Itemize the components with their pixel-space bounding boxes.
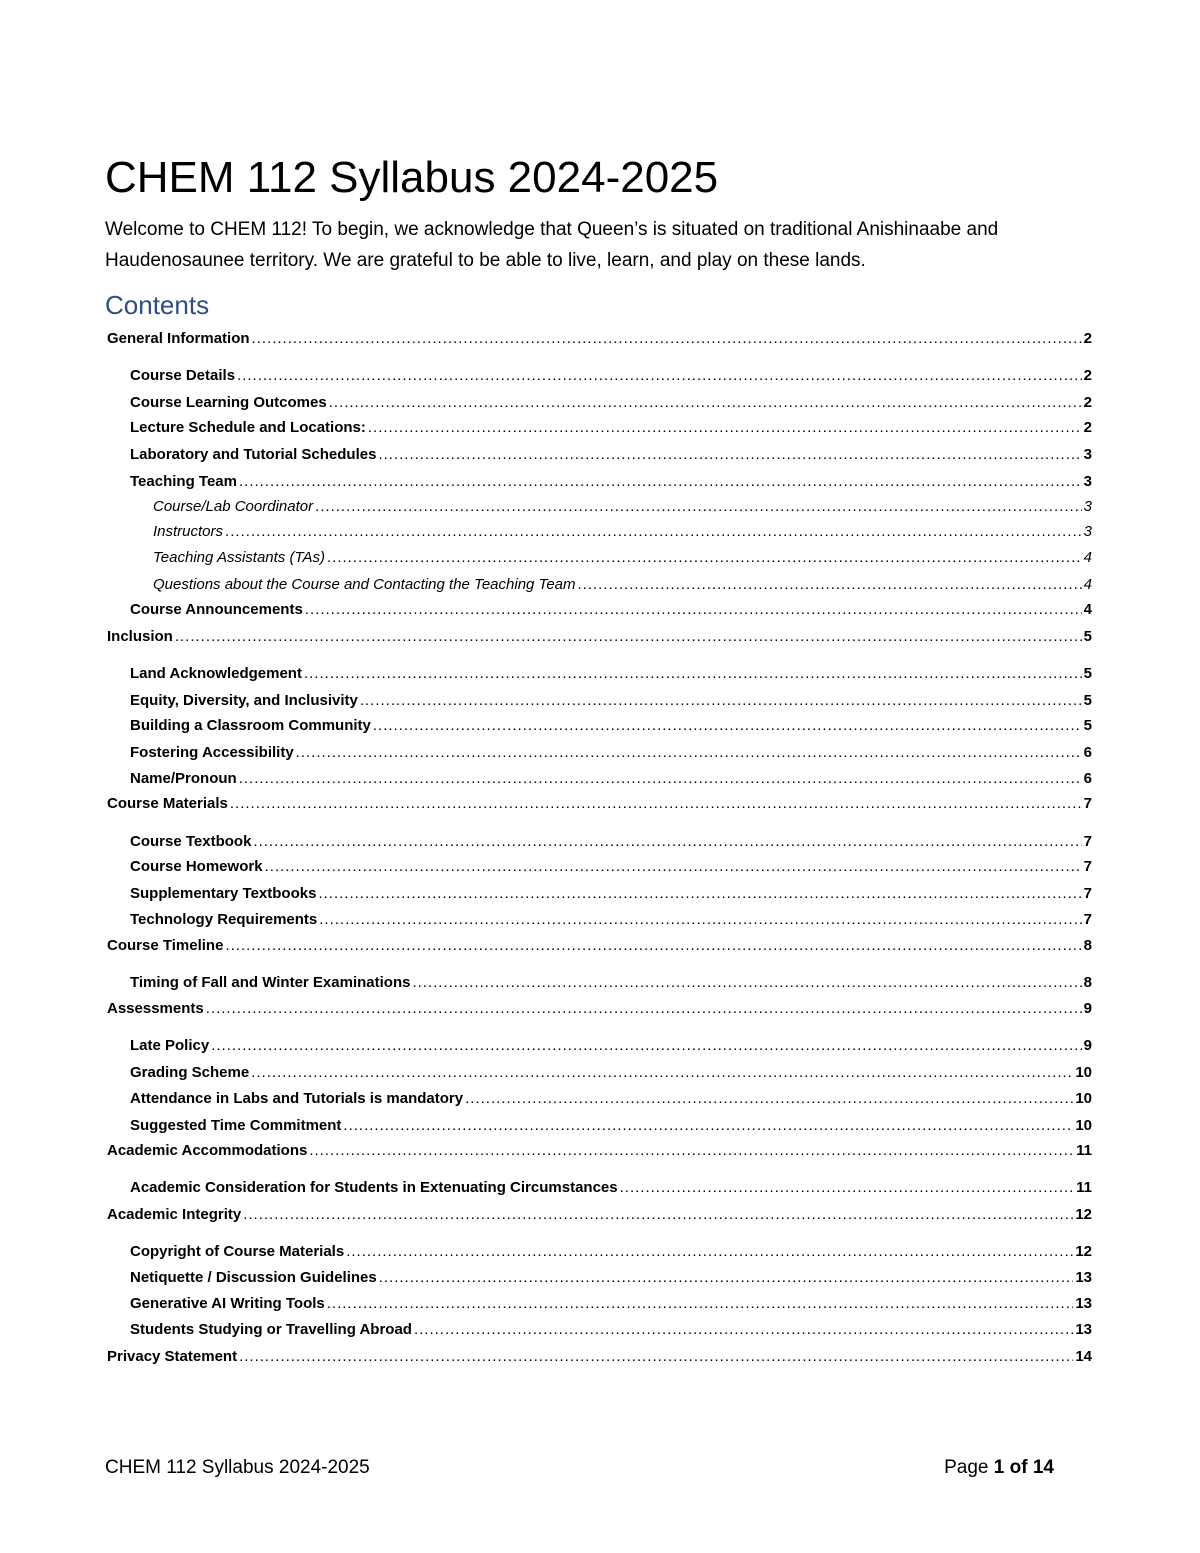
toc-entry-page: 9 bbox=[1083, 1037, 1092, 1054]
toc-entry-page: 14 bbox=[1075, 1348, 1092, 1365]
toc-entry[interactable] bbox=[130, 418, 1092, 438]
toc-leader-dots bbox=[230, 794, 1082, 814]
footer-page-word: Page bbox=[944, 1457, 989, 1478]
toc-leader-dots bbox=[225, 936, 1081, 956]
toc-entry[interactable] bbox=[130, 743, 1092, 763]
toc-entry-page: 3 bbox=[1083, 473, 1092, 490]
toc-entry[interactable] bbox=[130, 1036, 1092, 1056]
toc-entry[interactable] bbox=[107, 1141, 1092, 1161]
toc-entry-label: Timing of Fall and Winter Examinations bbox=[130, 974, 411, 991]
toc-leader-dots bbox=[578, 575, 1082, 595]
toc-entry[interactable] bbox=[107, 1205, 1092, 1225]
toc-entry[interactable] bbox=[130, 664, 1092, 684]
toc-entry-label: Grading Scheme bbox=[130, 1064, 250, 1081]
toc-leader-dots bbox=[315, 497, 1082, 517]
toc-entry[interactable] bbox=[153, 497, 1092, 517]
intro-paragraph: Welcome to CHEM 112! To begin, we acknowledge that Queen’s is situated on traditional Anishinaabe and Haudenosaunee territory. We are grateful to be able to live, learn, and play on these lands. bbox=[105, 219, 999, 271]
footer-title: CHEM 112 Syllabus 2024-2025 bbox=[105, 1457, 370, 1478]
contents-heading: Contents bbox=[105, 290, 210, 320]
toc-leader-dots bbox=[319, 910, 1081, 930]
toc-entry[interactable] bbox=[130, 366, 1092, 386]
toc-entry-page: 11 bbox=[1076, 1142, 1092, 1159]
toc-entry[interactable] bbox=[130, 884, 1092, 904]
toc-entry-label: Equity, Diversity, and Inclusivity bbox=[130, 692, 358, 709]
toc-leader-dots bbox=[465, 1089, 1073, 1109]
toc-entry-label: Building a Classroom Community bbox=[130, 717, 371, 734]
toc-entry[interactable] bbox=[107, 999, 1092, 1019]
toc-entry-label: Course Details bbox=[130, 367, 236, 384]
toc-entry-label: Academic Integrity bbox=[107, 1206, 242, 1223]
toc-leader-dots bbox=[346, 1242, 1073, 1262]
toc-leader-dots bbox=[373, 716, 1082, 736]
toc-entry-label: Generative AI Writing Tools bbox=[130, 1295, 325, 1312]
toc-leader-dots bbox=[378, 445, 1081, 465]
toc-leader-dots bbox=[265, 857, 1082, 877]
toc-entry[interactable] bbox=[130, 600, 1092, 620]
toc-entry-label: Land Acknowledgement bbox=[130, 665, 302, 682]
toc-entry[interactable] bbox=[130, 1178, 1092, 1198]
toc-entry[interactable] bbox=[130, 1116, 1092, 1136]
toc-leader-dots bbox=[329, 393, 1082, 413]
toc-entry-label: Course Learning Outcomes bbox=[130, 394, 327, 411]
toc-entry[interactable] bbox=[130, 1063, 1092, 1083]
toc-entry-page: 2 bbox=[1083, 419, 1092, 436]
toc-entry-page: 9 bbox=[1083, 1000, 1092, 1017]
toc-entry-label: Laboratory and Tutorial Schedules bbox=[130, 446, 377, 463]
toc-entry[interactable] bbox=[130, 769, 1092, 789]
toc-entry-page: 7 bbox=[1083, 911, 1092, 928]
toc-entry[interactable] bbox=[130, 393, 1092, 413]
toc-entry[interactable] bbox=[153, 522, 1092, 542]
toc-entry-label: Course Homework bbox=[130, 858, 263, 875]
toc-entry[interactable] bbox=[130, 472, 1092, 492]
toc-entry-label: Course Announcements bbox=[130, 601, 303, 618]
toc-leader-dots bbox=[237, 366, 1082, 386]
toc-entry-page: 12 bbox=[1075, 1243, 1092, 1260]
toc-entry-page: 11 bbox=[1076, 1179, 1092, 1196]
toc-entry-label: Attendance in Labs and Tutorials is mandatory bbox=[130, 1090, 464, 1107]
toc-entry-page: 10 bbox=[1075, 1117, 1092, 1134]
toc-entry[interactable] bbox=[130, 832, 1092, 852]
footer-page-of: of bbox=[1009, 1457, 1028, 1478]
toc-entry[interactable] bbox=[130, 1242, 1092, 1262]
footer-page-number bbox=[944, 1456, 1054, 1480]
toc-entry-label: Academic Consideration for Students in Extenuating Circumstances bbox=[130, 1179, 618, 1196]
toc-entry-label: Late Policy bbox=[130, 1037, 210, 1054]
toc-entry-label: Teaching Team bbox=[130, 473, 237, 490]
toc-entry[interactable] bbox=[130, 1268, 1092, 1288]
toc-entry-label: Teaching Assistants (TAs) bbox=[153, 549, 326, 566]
toc-entry-page: 13 bbox=[1075, 1295, 1092, 1312]
toc-entry-page: 3 bbox=[1083, 446, 1092, 463]
toc-entry-page: 13 bbox=[1075, 1321, 1092, 1338]
toc-leader-dots bbox=[225, 522, 1082, 542]
toc-entry-label: Course Timeline bbox=[107, 937, 224, 954]
toc-entry-page: 10 bbox=[1075, 1090, 1092, 1107]
toc-entry-label: Course Textbook bbox=[130, 833, 252, 850]
toc-leader-dots bbox=[296, 743, 1082, 763]
toc-entry[interactable] bbox=[107, 794, 1092, 814]
toc-entry[interactable] bbox=[107, 1347, 1092, 1367]
toc-entry-page: 12 bbox=[1075, 1206, 1092, 1223]
toc-leader-dots bbox=[304, 664, 1082, 684]
toc-entry[interactable] bbox=[130, 910, 1092, 930]
toc-entry-page: 5 bbox=[1083, 665, 1092, 682]
toc-entry-page: 4 bbox=[1083, 549, 1092, 566]
toc-leader-dots bbox=[414, 1320, 1073, 1340]
toc-entry-label: Supplementary Textbooks bbox=[130, 885, 317, 902]
toc-entry-page: 3 bbox=[1083, 498, 1092, 515]
toc-leader-dots bbox=[239, 1347, 1073, 1367]
toc-entry-page: 7 bbox=[1083, 885, 1092, 902]
toc-entry-page: 8 bbox=[1083, 937, 1092, 954]
toc-entry-label: Copyright of Course Materials bbox=[130, 1243, 345, 1260]
toc-entry-label: Questions about the Course and Contacting the Teaching Team bbox=[153, 576, 576, 593]
toc-entry-label: Technology Requirements bbox=[130, 911, 318, 928]
toc-leader-dots bbox=[360, 691, 1082, 711]
toc-entry-label: Instructors bbox=[153, 523, 224, 540]
toc-entry-page: 5 bbox=[1083, 628, 1092, 645]
toc-entry[interactable] bbox=[130, 857, 1092, 877]
toc-leader-dots bbox=[253, 832, 1081, 852]
toc-entry[interactable] bbox=[130, 1320, 1092, 1340]
toc-entry-label: Fostering Accessibility bbox=[130, 744, 294, 761]
toc-entry-label: Inclusion bbox=[107, 628, 173, 645]
toc-entry[interactable] bbox=[130, 691, 1092, 711]
toc-entry-page: 3 bbox=[1083, 523, 1092, 540]
toc-leader-dots bbox=[175, 627, 1082, 647]
toc-leader-dots bbox=[251, 1063, 1073, 1083]
toc-entry-label: Academic Accommodations bbox=[107, 1142, 308, 1159]
toc-leader-dots bbox=[343, 1116, 1073, 1136]
toc-entry-page: 2 bbox=[1083, 367, 1092, 384]
toc-entry-label: Assessments bbox=[107, 1000, 204, 1017]
toc-leader-dots bbox=[206, 999, 1082, 1019]
toc-leader-dots bbox=[379, 1268, 1074, 1288]
footer-page-current: 1 bbox=[993, 1457, 1005, 1478]
toc-entry-label: Lecture Schedule and Locations: bbox=[130, 419, 366, 436]
toc-entry-page: 7 bbox=[1083, 858, 1092, 875]
toc-entry[interactable] bbox=[107, 627, 1092, 647]
toc-entry-label: Course Materials bbox=[107, 795, 228, 812]
toc-entry-label: Course/Lab Coordinator bbox=[153, 498, 314, 515]
toc-entry-page: 5 bbox=[1083, 692, 1092, 709]
toc-entry-page: 2 bbox=[1083, 330, 1092, 347]
toc-leader-dots bbox=[327, 1294, 1074, 1314]
toc-leader-dots bbox=[305, 600, 1082, 620]
toc-leader-dots bbox=[620, 1178, 1075, 1198]
toc-entry-page: 5 bbox=[1083, 717, 1092, 734]
toc-entry-page: 6 bbox=[1083, 744, 1092, 761]
toc-entry[interactable] bbox=[153, 548, 1092, 568]
toc-entry-label: Students Studying or Travelling Abroad bbox=[130, 1321, 412, 1338]
toc-entry-label: Suggested Time Commitment bbox=[130, 1117, 342, 1134]
toc-entry[interactable] bbox=[130, 1294, 1092, 1314]
toc-entry-page: 13 bbox=[1075, 1269, 1092, 1286]
toc-entry[interactable] bbox=[153, 575, 1092, 595]
toc-leader-dots bbox=[309, 1141, 1074, 1161]
toc-entry[interactable] bbox=[130, 973, 1092, 993]
toc-leader-dots bbox=[239, 769, 1082, 789]
toc-entry[interactable] bbox=[107, 936, 1092, 956]
toc-entry-page: 6 bbox=[1083, 770, 1092, 787]
toc-entry-page: 4 bbox=[1083, 576, 1092, 593]
toc-entry-page: 7 bbox=[1083, 833, 1092, 850]
toc-entry-label: Name/Pronoun bbox=[130, 770, 237, 787]
toc-entry-page: 7 bbox=[1083, 795, 1092, 812]
toc-entry-label: General Information bbox=[107, 330, 250, 347]
toc-entry-page: 8 bbox=[1083, 974, 1092, 991]
toc-entry[interactable] bbox=[130, 1089, 1092, 1109]
toc-leader-dots bbox=[239, 472, 1082, 492]
toc-leader-dots bbox=[211, 1036, 1081, 1056]
toc-entry-page: 10 bbox=[1075, 1064, 1092, 1081]
toc-leader-dots bbox=[243, 1205, 1073, 1225]
toc-leader-dots bbox=[412, 973, 1081, 993]
document-title: CHEM 112 Syllabus 2024-2025 bbox=[105, 153, 719, 202]
toc-entry-page: 2 bbox=[1083, 394, 1092, 411]
toc-entry-label: Privacy Statement bbox=[107, 1348, 238, 1365]
toc-leader-dots bbox=[318, 884, 1081, 904]
footer-page-total: 14 bbox=[1032, 1457, 1054, 1478]
toc-leader-dots bbox=[368, 418, 1082, 438]
toc-entry[interactable] bbox=[130, 445, 1092, 465]
toc-leader-dots bbox=[252, 329, 1082, 349]
toc-entry[interactable] bbox=[107, 329, 1092, 349]
toc-entry-page: 4 bbox=[1083, 601, 1092, 618]
toc-entry-label: Netiquette / Discussion Guidelines bbox=[130, 1269, 377, 1286]
toc-leader-dots bbox=[327, 548, 1082, 568]
toc-entry[interactable] bbox=[130, 716, 1092, 736]
